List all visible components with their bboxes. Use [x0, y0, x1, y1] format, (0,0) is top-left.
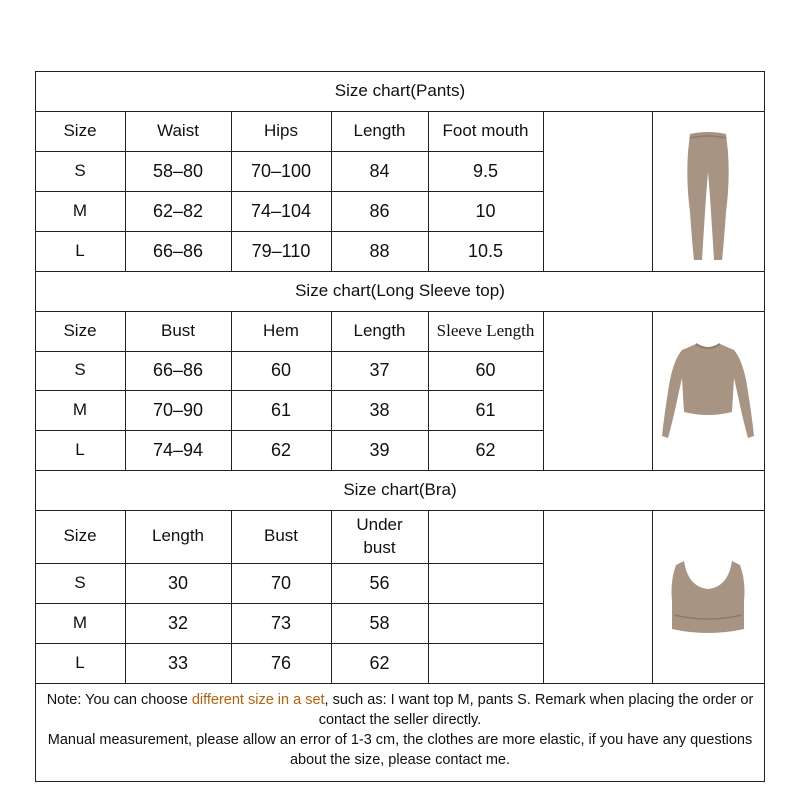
top-value-cell: 38	[369, 399, 390, 420]
bra-value-cell: 33	[167, 652, 189, 673]
note-suffix: , such as: I want top M, pants S. Remark when placing the order or contact the seller directly.	[318, 692, 754, 728]
bra-value-cell: 76	[270, 652, 292, 673]
bra-value-cell: 70	[270, 572, 292, 593]
pants-value-cell: 9.5	[472, 160, 499, 181]
pants-header-cell: Waist	[157, 120, 199, 140]
top-header-cell: Length	[353, 320, 406, 340]
pants-value-cell: 88	[369, 240, 390, 261]
top-value-cell: M	[72, 399, 88, 419]
top-value-cell: S	[74, 360, 86, 380]
pants-value-cell: 86	[369, 200, 390, 221]
top-header-cell: Bust	[160, 320, 196, 340]
top-header-cell: Size	[63, 320, 97, 340]
bra-value-cell	[428, 563, 543, 603]
bra-value-cell: 58	[369, 612, 390, 633]
pants-header-cell: Length	[353, 120, 406, 140]
top-value-cell: 66–86	[152, 360, 204, 381]
top-value-cell: 39	[369, 439, 390, 460]
pants-value-cell: 66–86	[152, 240, 204, 261]
pants-value-cell: M	[72, 200, 88, 220]
pants-value-cell: 62–82	[152, 200, 204, 221]
bra-value-cell	[428, 643, 543, 683]
bra-value-cell: M	[72, 612, 88, 632]
pants-value-cell: 10.5	[467, 240, 504, 261]
bra-value-cell: 30	[167, 572, 189, 593]
note-prefix: Note: You can choose	[46, 692, 192, 708]
bra-value-cell: 32	[167, 612, 189, 633]
top-value-cell: 60	[475, 360, 496, 381]
top-value-cell: L	[75, 439, 85, 459]
top-value-cell: 74–94	[152, 439, 204, 460]
bra-header-cell	[428, 510, 543, 563]
top-value-cell: 61	[270, 399, 292, 420]
bra-header-cell: Bust	[263, 526, 299, 546]
pants-value-cell: 84	[369, 160, 390, 181]
pants-value-cell: L	[75, 240, 85, 260]
pants-value-cell: 79–110	[251, 240, 311, 261]
bra-header-cell: Under bust	[356, 514, 403, 557]
top-value-cell: 62	[475, 439, 496, 460]
bra-value-cell	[428, 603, 543, 643]
top-value-cell: 37	[369, 360, 390, 381]
pants-header-cell: Foot mouth	[442, 120, 529, 140]
bra-value-cell: L	[75, 652, 85, 672]
bra-value-cell: 62	[369, 652, 390, 673]
note-highlight: different size in a set	[191, 692, 325, 708]
long-sleeve-top-icon	[652, 312, 765, 470]
note-line-1	[40, 690, 760, 730]
pants-value-cell: S	[74, 160, 86, 180]
bra-title: Size chart(Bra)	[343, 479, 457, 499]
top-header-cell: Sleeve Length	[436, 320, 535, 340]
top-header-cell: Hem	[263, 320, 299, 340]
pants-header-cell: Hips	[263, 120, 298, 140]
pants-header-cell: Size	[63, 120, 97, 140]
note-line-2: Manual measurement, please allow an error of 1-3 cm, the clothes are more elastic, if you have any questions about the size, please contact me.	[47, 732, 753, 768]
pants-value-cell: 10	[475, 200, 496, 221]
pants-title: Size chart(Pants)	[334, 80, 466, 100]
bra-value-cell: 56	[369, 572, 390, 593]
top-value-cell: 70–90	[152, 399, 204, 420]
bra-header-cell: Size	[63, 526, 97, 546]
pants-value-cell: 70–100	[250, 160, 312, 181]
top-title: Size chart(Long Sleeve top)	[295, 280, 505, 300]
bra-value-cell: S	[74, 572, 86, 592]
top-value-cell: 60	[270, 360, 292, 381]
pants-value-cell: 74–104	[250, 200, 312, 221]
top-value-cell: 62	[270, 439, 292, 460]
sports-bra-icon	[652, 511, 765, 683]
top-value-cell: 61	[475, 399, 496, 420]
pants-value-cell: 58–80	[152, 160, 204, 181]
size-note	[40, 690, 760, 770]
bra-value-cell: 73	[270, 612, 292, 633]
leggings-icon	[652, 112, 765, 271]
bra-header-cell: Length	[152, 526, 204, 546]
